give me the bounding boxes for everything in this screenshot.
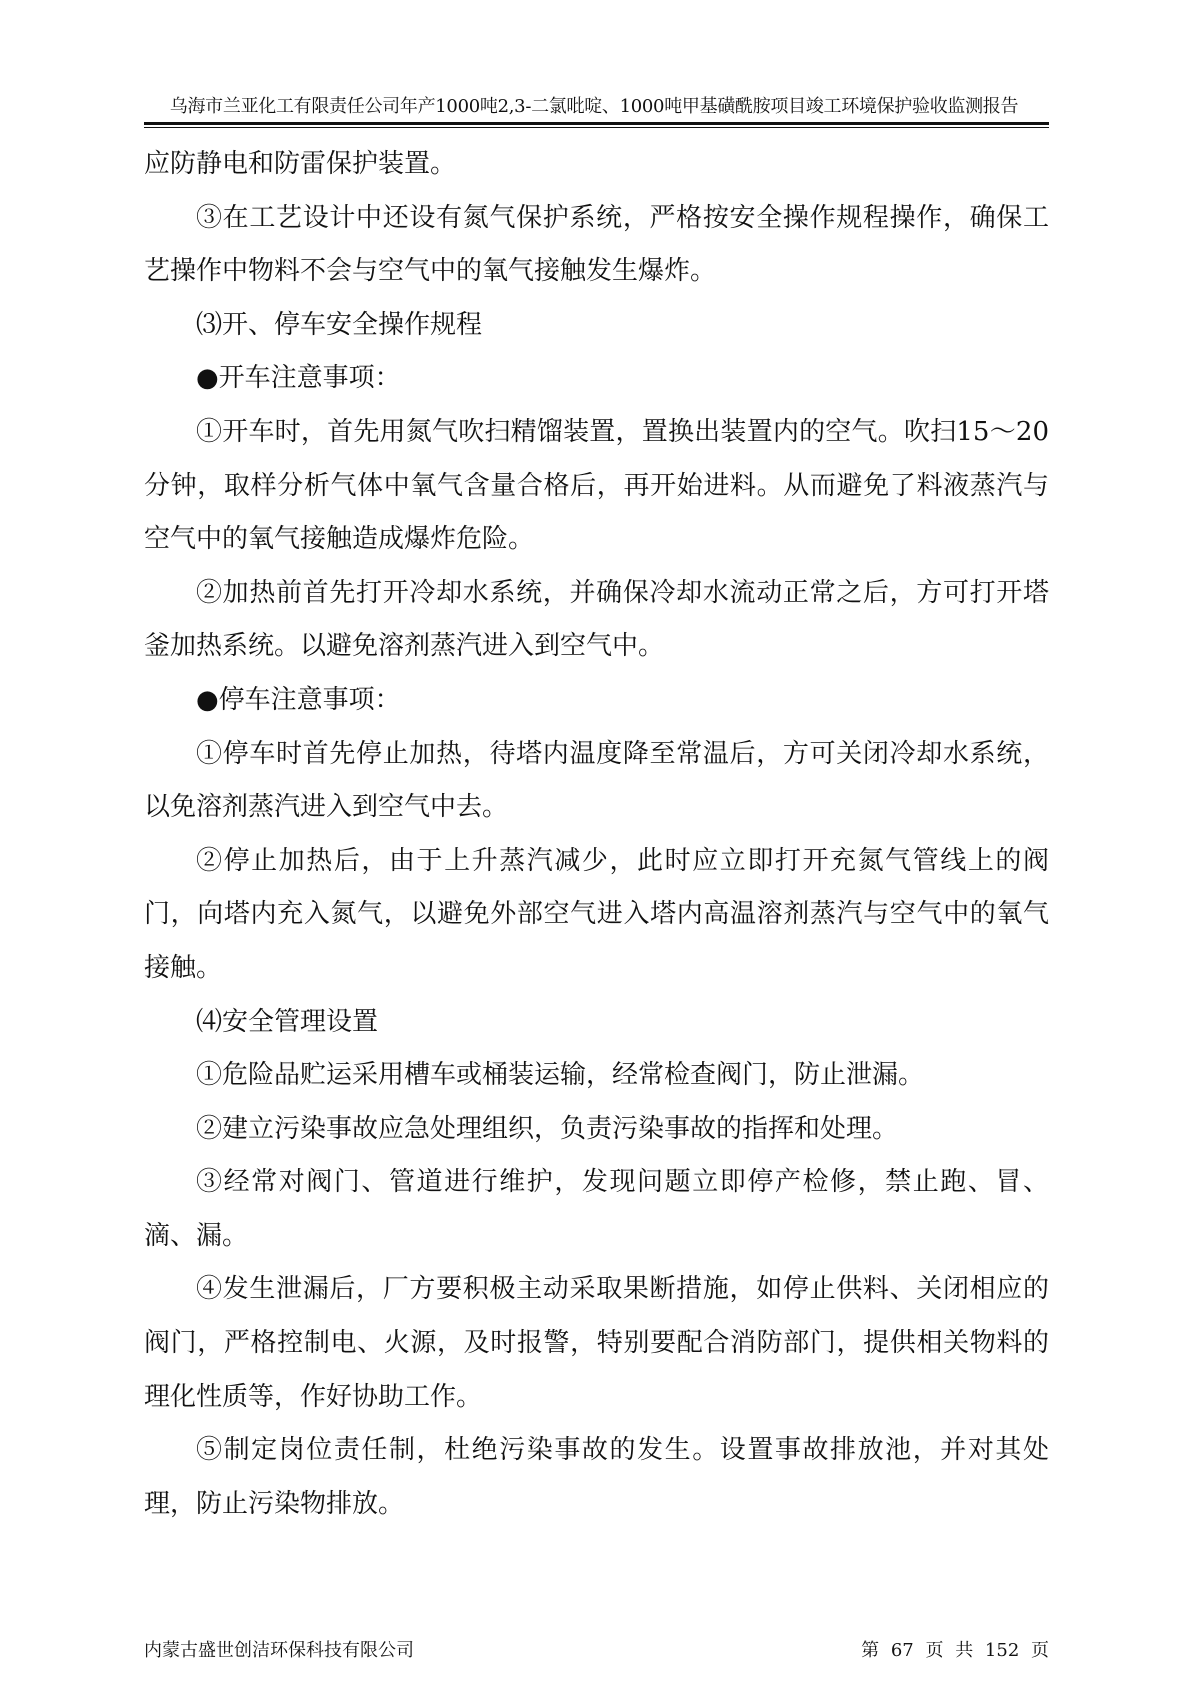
paragraph: ③经常对阀门、管道进行维护，发现问题立即停产检修，禁止跑、冒、滴、漏。 (144, 1167, 1049, 1251)
paragraph: ③在工艺设计中还设有氮气保护系统，严格按安全操作规程操作，确保工艺操作中物料不会与空气中的氧气接触发生爆炸。 (144, 202, 1049, 287)
bullet-heading: ●开车注意事项： (196, 363, 401, 394)
paragraph: ②加热前首先打开冷却水系统，并确保冷却水流动正常之后，方可打开塔釜加热系统。以避免溶剂蒸汽进入到空气中。 (144, 577, 1049, 662)
paragraph: ②停止加热后，由于上升蒸汽减少，此时应立即打开充氮气管线上的阀门，向塔内充入氮气，以避免外部空气进入塔内高温溶剂蒸汽与空气中的氧气接触。 (144, 845, 1049, 983)
document-body (144, 138, 1049, 1531)
footer-company: 内蒙古盛世创洁环保科技有限公司 (144, 1640, 414, 1661)
header-rule-thin (144, 127, 1049, 128)
header-rule (144, 122, 1049, 125)
bullet-heading: ●停车注意事项： (196, 684, 401, 715)
page-number: 第 67 页 共 152 页 (861, 1640, 1049, 1661)
paragraph: ④发生泄漏后，厂方要积极主动采取果断措施，如停止供料、关闭相应的阀门，严格控制电、火源，及时报警，特别要配合消防部门，提供相关物料的理化性质等，作好协助工作。 (144, 1274, 1049, 1412)
paragraph: ②建立污染事故应急处理组织，负责污染事故的指挥和处理。 (196, 1113, 899, 1144)
paragraph: ①停车时首先停止加热，待塔内温度降至常温后，方可关闭冷却水系统，以免溶剂蒸汽进入到空气中去。 (144, 738, 1049, 823)
paragraph: ①危险品贮运采用槽车或桶装运输，经常检查阀门，防止泄漏。 (196, 1060, 925, 1091)
section-heading: ⑶开、停车安全操作规程 (196, 309, 483, 340)
paragraph: ①开车时，首先用氮气吹扫精馏装置，置换出装置内的空气。吹扫15～20分钟，取样分析气体中氧气含量合格后，再开始进料。从而避免了料液蒸汽与空气中的氧气接触造成爆炸危险。 (144, 416, 1049, 555)
page-header: 乌海市兰亚化工有限责任公司年产1000吨2,3-二氯吡啶、1000吨甲基磺酰胺项目竣工环境保护验收监测报告 (169, 96, 1019, 117)
paragraph: 应防静电和防雷保护装置。 (144, 149, 457, 179)
section-heading: ⑷安全管理设置 (196, 1006, 379, 1037)
paragraph: ⑤制定岗位责任制，杜绝污染事故的发生。设置事故排放池，并对其处理，防止污染物排放。 (144, 1435, 1049, 1519)
